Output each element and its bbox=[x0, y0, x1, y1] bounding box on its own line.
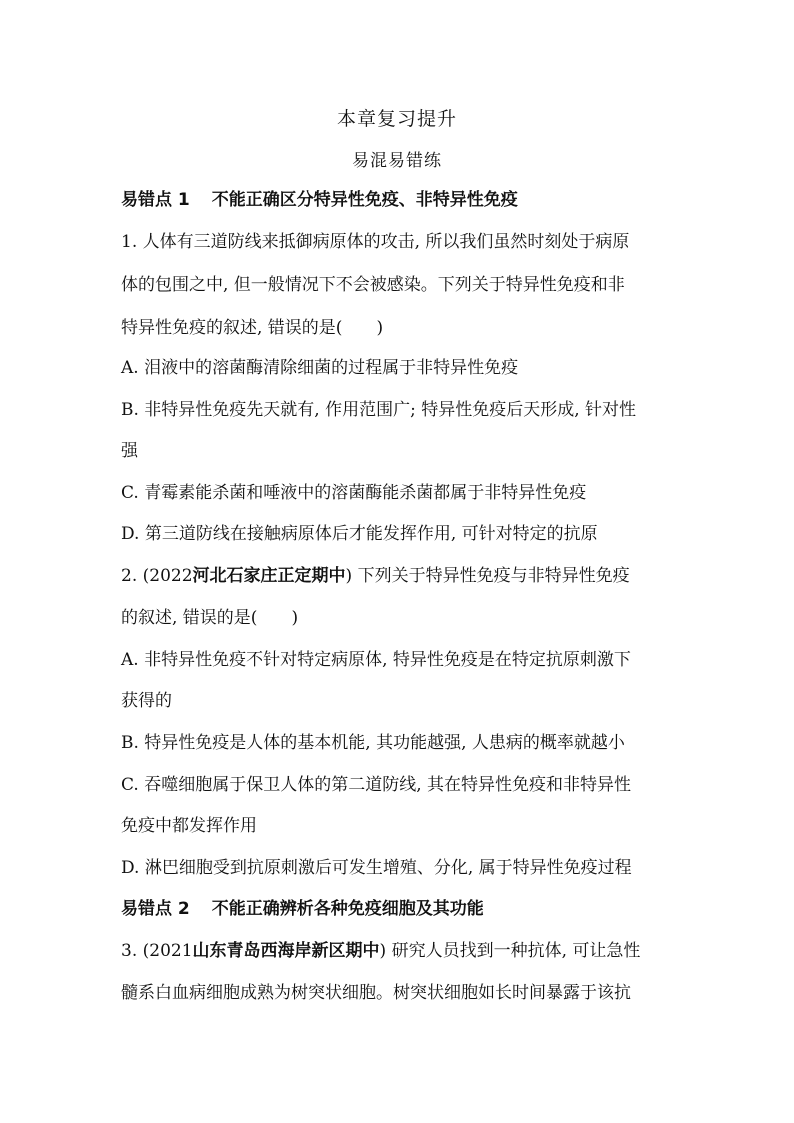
question-2-option-a: A. 非特异性免疫不针对特定病原体, 特异性免疫是在特定抗原刺激下 bbox=[121, 650, 631, 670]
section-heading-1 bbox=[121, 189, 681, 211]
question-2-suffix: ) 下列关于特异性免疫与非特异性免疫 bbox=[345, 566, 630, 586]
section-tag: 易错点 1 bbox=[121, 190, 190, 210]
question-1-option-b: B. 非特异性免疫先天就有, 作用范围广; 特异性免疫后天形成, 针对性 bbox=[121, 400, 637, 420]
question-3-suffix: ) 研究人员找到一种抗体, 可让急性 bbox=[379, 941, 641, 961]
section-text: 不能正确辨析各种免疫细胞及其功能 bbox=[211, 899, 484, 919]
question-2-option-c: C. 吞噬细胞属于保卫人体的第二道防线, 其在特异性免疫和非特异性 bbox=[121, 775, 632, 795]
question-2-option-a-cont: 获得的 bbox=[121, 691, 172, 711]
page-subtitle: 易混易错练 bbox=[352, 151, 442, 171]
question-2-source: 河北石家庄正定期中 bbox=[192, 566, 346, 586]
section-heading-2 bbox=[121, 898, 681, 920]
question-3-prefix: 3. (2021 bbox=[121, 941, 193, 961]
question-1-line-1: 1. 人体有三道防线来抵御病原体的攻击, 所以我们虽然时刻处于病原 bbox=[121, 232, 630, 252]
question-3-line-2: 髓系白血病细胞成熟为树突状细胞。树突状细胞如长时间暴露于该抗 bbox=[121, 983, 631, 1003]
question-3-source: 山东青岛西海岸新区期中 bbox=[192, 941, 380, 961]
section-tag: 易错点 2 bbox=[121, 899, 190, 919]
question-2-option-d: D. 淋巴细胞受到抗原刺激后可发生增殖、分化, 属于特异性免疫过程 bbox=[121, 858, 632, 878]
section-text: 不能正确区分特异性免疫、非特异性免疫 bbox=[211, 190, 518, 210]
question-1-line-3: 特异性免疫的叙述, 错误的是( ) bbox=[121, 318, 384, 338]
question-1-option-a: A. 泪液中的溶菌酶清除细菌的过程属于非特异性免疫 bbox=[121, 358, 519, 378]
question-2-option-b: B. 特异性免疫是人体的基本机能, 其功能越强, 人患病的概率就越小 bbox=[121, 733, 625, 753]
question-1-line-2: 体的包围之中, 但一般情况下不会被感染。下列关于特异性免疫和非 bbox=[121, 275, 625, 295]
question-3-line-1 bbox=[121, 940, 681, 962]
question-1-option-b-cont: 强 bbox=[121, 441, 138, 461]
question-1-option-d: D. 第三道防线在接触病原体后才能发挥作用, 可针对特定的抗原 bbox=[121, 524, 598, 544]
question-2-line-1 bbox=[121, 565, 681, 587]
question-2-line-2: 的叙述, 错误的是( ) bbox=[121, 608, 299, 628]
question-2-prefix: 2. (2022 bbox=[121, 566, 193, 586]
question-1-option-c: C. 青霉素能杀菌和唾液中的溶菌酶能杀菌都属于非特异性免疫 bbox=[121, 483, 587, 503]
question-2-option-c-cont: 免疫中都发挥作用 bbox=[121, 816, 257, 836]
page-title: 本章复习提升 bbox=[336, 108, 457, 130]
